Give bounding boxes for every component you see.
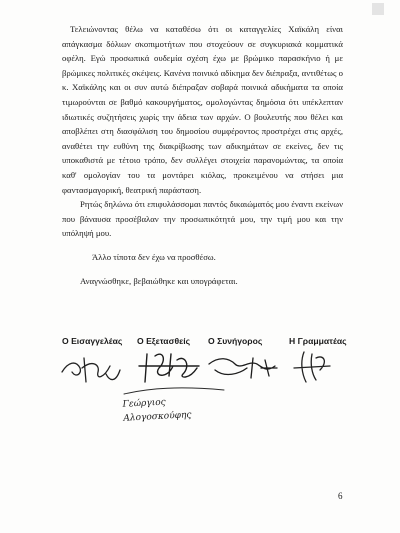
page-number: 6 xyxy=(338,491,343,501)
paragraph-reservation: Ρητώς δηλώνω ότι επιφυλάσσομαι παντός δικαιώματός μου έναντι εκείνων που βάναυσα προσέβαλαν την προσωπικότητά μου, την τιμή μου και την υπόληψή μου. xyxy=(62,199,343,239)
handwritten-name xyxy=(122,394,191,426)
handwritten-first-name: Γεώργιος xyxy=(122,397,166,410)
label-prosecutor: Ο Εισαγγελέας xyxy=(62,336,123,346)
paragraph-statement: Τελειώνοντας θέλω να καταθέσω ότι οι καταγγελίες Χαϊκάλη είναι απάγκασμα δόλιων σκοπιμοτήτων που στοχεύουν σε συγκυριακά κομματικά οφέλη. Εγώ προσωπικά ουδεμία σχέση έχω με βρώμικο παρασκήνιο ή με βρώμικες πολιτικές σκέψεις. Κανένα ποινικό αδίκημα δεν διέπραξα, αντιθέτως ο κ. Χαϊκάλης και οι συν αυτώ διέπραξαν σοβαρά ποινικά αδικήματα τα οποία τιμωρούνται σε βαθμό κακουργήματος, ομολογώντας δημόσια ότι υπέκλεπταν ιδιωτικές συζητήσεις χωρίς την άδεια των αρχών. Ο βουλευτής που θέλει και αποβλέπει στη διασφάλιση του δημοσίου συμφέροντος προστρέχει στις αρχές, αναθέτει την ευθύνη της διακρίβωσης των αδικημάτων σε εκείνες, δεν τις υποκαθιστά με τέτοιο τρόπο, δεν συλλέγει στοιχεία παρανομώντας, τα οποία καθ' ομολογίαν του τα μοντάρει κιόλας, προκειμένου να στήσει μια φαντασμαγορική, θεατρική παράσταση. xyxy=(62,24,343,195)
label-secretary: Η Γραμματέας xyxy=(289,336,347,346)
lawyer-signature xyxy=(205,350,281,384)
scan-corner-mark xyxy=(372,3,384,15)
label-lawyer: Ο Συνήγορος xyxy=(208,336,263,346)
paragraph-nothing-to-add: Άλλο τίποτα δεν έχω να προσθέσω. xyxy=(92,251,216,262)
label-examinee: Ο Εξετασθείς xyxy=(137,336,191,346)
prosecutor-signature xyxy=(58,348,124,388)
deposition-text xyxy=(62,22,343,288)
paragraph-read-and-signed: Αναγνώσθηκε, βεβαιώθηκε και υπογράφεται. xyxy=(80,275,238,286)
secretary-signature xyxy=(290,346,334,386)
handwritten-surname: Αλογοσκούφης xyxy=(123,410,192,424)
